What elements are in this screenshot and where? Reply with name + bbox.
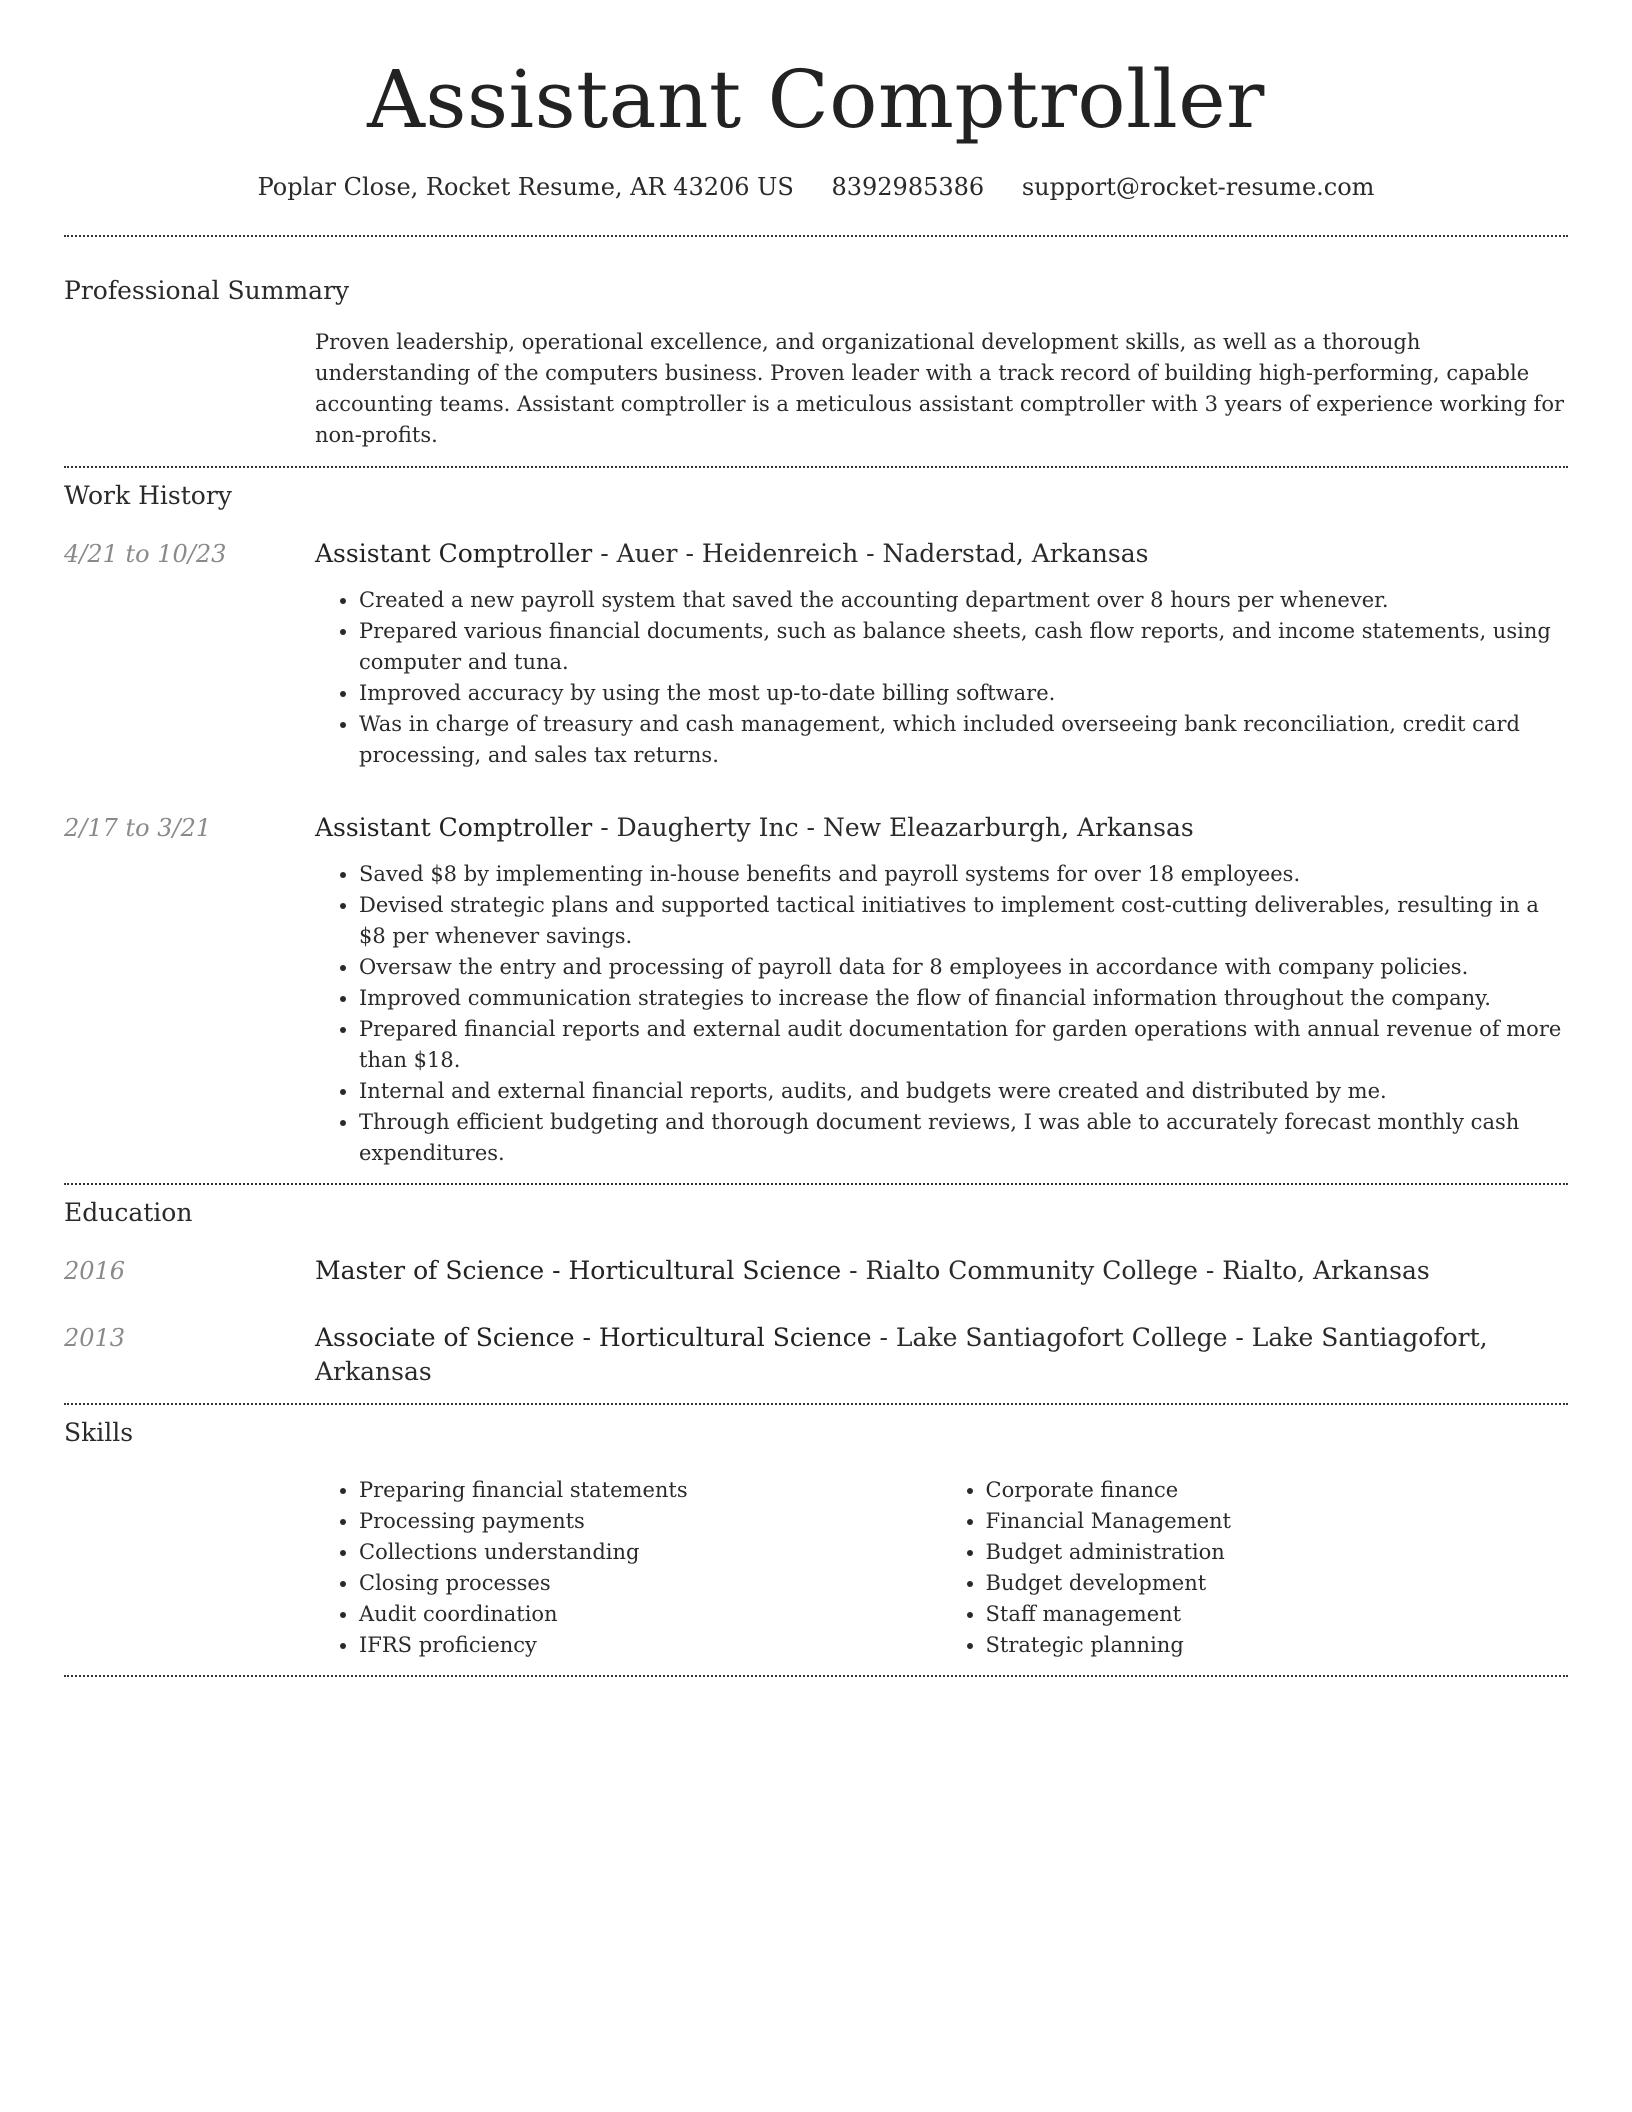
work-history-section <box>64 468 1568 1169</box>
skill-item: • Processing payments <box>359 1506 942 1537</box>
skill-item: • Staff management <box>986 1599 1569 1630</box>
skill-item: • Budget development <box>986 1568 1569 1599</box>
job-details: - Auer - Heidenreich - Naderstad, Arkansas <box>592 539 1149 568</box>
list-item: • Through efficient budgeting and thorough document reviews, I was able to accurately forecast monthly cash expenditures. <box>359 1107 1568 1169</box>
list-item: • Devised strategic plans and supported tactical initiatives to implement cost-cutting deliverables, resulting in a $8 per whenever savings. <box>359 890 1568 952</box>
job-title <box>315 811 1568 845</box>
skills-list-right <box>942 1475 1569 1661</box>
education-year: 2013 <box>64 1324 126 1352</box>
skill-item: • Budget administration <box>986 1537 1569 1568</box>
contact-phone: 8392985386 <box>831 173 985 201</box>
contact-line <box>64 170 1568 204</box>
job-dates: 2/17 to 3/21 <box>64 814 212 842</box>
job-dates: 4/21 to 10/23 <box>64 540 227 568</box>
skill-item: • Corporate finance <box>986 1475 1569 1506</box>
summary-section <box>64 237 1568 451</box>
list-item: • Prepared financial reports and external audit documentation for garden operations with annual revenue of more than $18. <box>359 1014 1568 1076</box>
job-role: Assistant Comptroller <box>315 539 593 568</box>
divider <box>64 1675 1568 1677</box>
job-bullets <box>315 859 1568 1169</box>
skills-list-left <box>315 1475 942 1661</box>
education-year: 2016 <box>64 1257 126 1285</box>
list-item: • Was in charge of treasury and cash management, which included overseeing bank reconciliation, credit card processing, and sales tax returns. <box>359 709 1568 771</box>
job-entry <box>64 537 1568 771</box>
education-entry <box>64 1254 1568 1288</box>
list-item: • Internal and external financial reports, audits, and budgets were created and distributed by me. <box>359 1076 1568 1107</box>
education-entry <box>64 1321 1568 1389</box>
skill-item: • Closing processes <box>359 1568 942 1599</box>
list-item: • Saved $8 by implementing in-house benefits and payroll systems for over 18 employees. <box>359 859 1568 890</box>
resume-header <box>64 0 1568 204</box>
skills-columns <box>315 1475 1568 1661</box>
skill-item: • Strategic planning <box>986 1630 1569 1661</box>
education-title-line <box>315 1321 1568 1389</box>
candidate-name: Assistant Comptroller <box>367 53 1265 146</box>
education-degree: Associate of Science - Horticultural Science <box>315 1323 872 1352</box>
skill-item: • Financial Management <box>986 1506 1569 1537</box>
skill-item: • Preparing financial statements <box>359 1475 942 1506</box>
skill-item: • IFRS proficiency <box>359 1630 942 1661</box>
work-history-title: Work History <box>64 481 232 510</box>
list-item: • Improved accuracy by using the most up-to-date billing software. <box>359 678 1568 709</box>
job-details: - Daugherty Inc - New Eleazarburgh, Arkansas <box>592 813 1194 842</box>
summary-text: Proven leadership, operational excellence, and organizational development skills, as well as a thorough understanding of the computers business. Proven leader with a track record of building high-performing, capable accounting teams. Assistant comptroller is a meticulous assistant comptroller with 3 years of experience working for non-profits. <box>315 330 1564 447</box>
contact-address: Poplar Close, Rocket Resume, AR 43206 US <box>257 173 794 201</box>
skills-section <box>64 1405 1568 1661</box>
skill-item: • Audit coordination <box>359 1599 942 1630</box>
education-school: - Rialto Community College - Rialto, Arkansas <box>841 1256 1430 1285</box>
skills-title: Skills <box>64 1418 134 1447</box>
contact-email: support@rocket-resume.com <box>1021 173 1375 201</box>
list-item: • Improved communication strategies to increase the flow of financial information throughout the company. <box>359 983 1568 1014</box>
education-title-line <box>315 1254 1568 1288</box>
job-title <box>315 537 1568 571</box>
list-item: • Prepared various financial documents, such as balance sheets, cash flow reports, and income statements, using computer and tuna. <box>359 616 1568 678</box>
education-title: Education <box>64 1198 193 1227</box>
list-item: • Created a new payroll system that saved the accounting department over 8 hours per whenever. <box>359 585 1568 616</box>
list-item: • Oversaw the entry and processing of payroll data for 8 employees in accordance with company policies. <box>359 952 1568 983</box>
summary-title: Professional Summary <box>64 276 350 305</box>
education-school: - Lake Santiagofort College - Lake Santiagofort, Arkansas <box>315 1323 1488 1386</box>
education-section <box>64 1185 1568 1389</box>
education-degree: Master of Science - Horticultural Science <box>315 1256 842 1285</box>
job-bullets <box>315 585 1568 771</box>
job-entry <box>64 811 1568 1169</box>
job-role: Assistant Comptroller <box>315 813 593 842</box>
skill-item: • Collections understanding <box>359 1537 942 1568</box>
